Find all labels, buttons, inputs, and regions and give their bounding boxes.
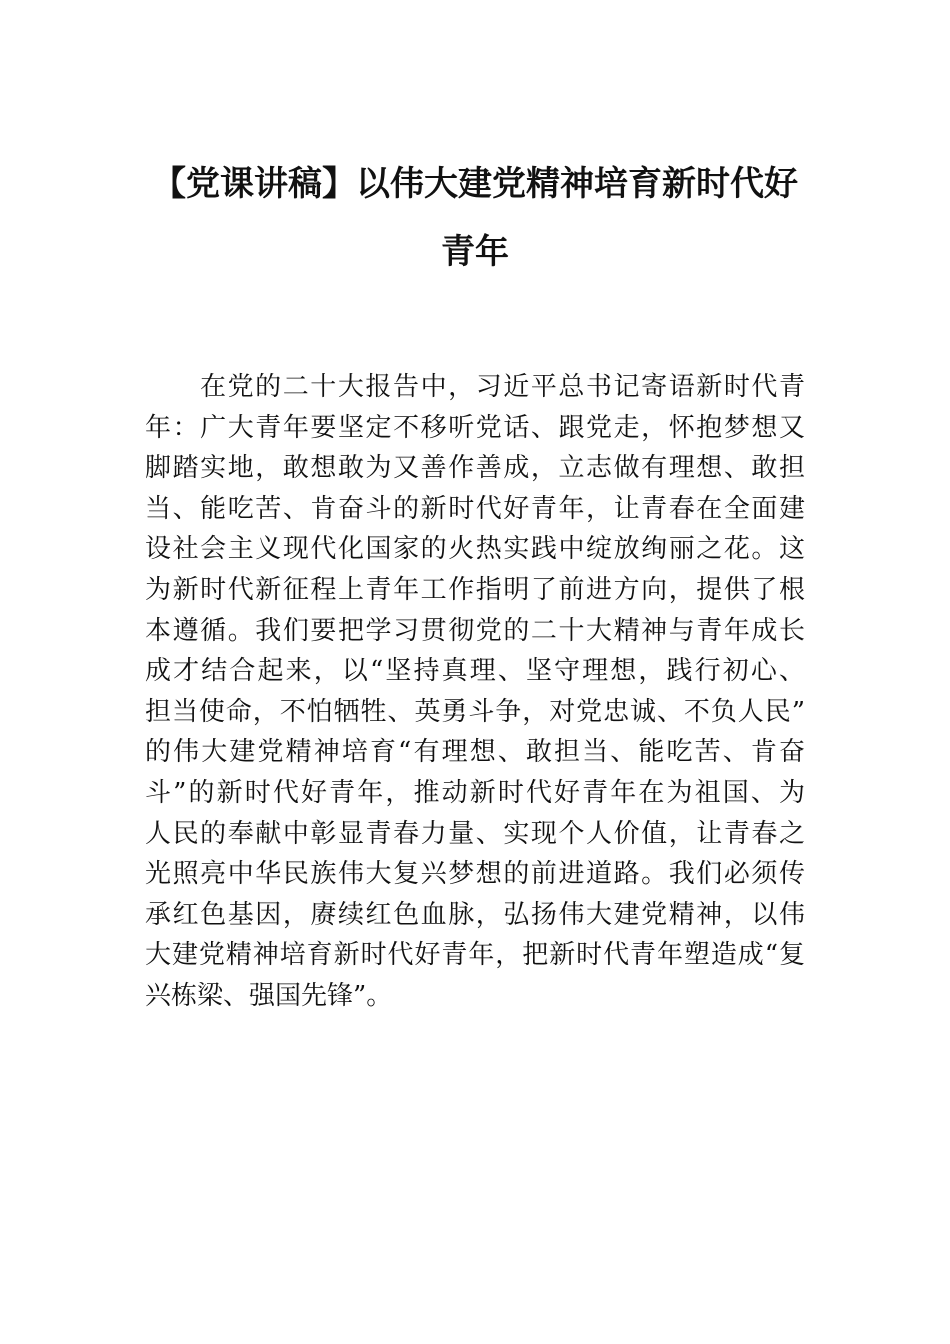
paragraph-line: 的伟大建党精神培育“有理想、敢担当、能吃苦、肯奋: [145, 737, 805, 768]
paragraph-line: 承红色基因，赓续红色血脉，弘扬伟大建党精神，以伟: [145, 899, 805, 930]
paragraph-line: 人民的奉献中彰显青春力量、实现个人价值，让青春之: [145, 818, 805, 849]
title-line-1: 【党课讲稿】以伟大建党精神培育新时代好: [152, 164, 798, 204]
document-title: [120, 150, 830, 286]
paragraph-line: 在党的二十大报告中，习近平总书记寄语新时代青: [200, 372, 805, 402]
paragraph-line: 本遵循。我们要把学习贯彻党的二十大精神与青年成长: [145, 615, 805, 646]
paragraph-line: 光照亮中华民族伟大复兴梦想的前进道路。我们必须传: [145, 859, 805, 890]
paragraph-line: 为新时代新征程上青年工作指明了前进方向，提供了根: [145, 574, 805, 605]
paragraph-line: 斗”的新时代好青年，推动新时代好青年在为祖国、为: [145, 777, 805, 808]
paragraph-line: 大建党精神培育新时代好青年，把新时代青年塑造成“复: [145, 940, 805, 971]
body-paragraph: [145, 367, 805, 1017]
paragraph-line: 当、能吃苦、肯奋斗的新时代好青年，让青春在全面建: [145, 493, 805, 524]
paragraph-line: 设社会主义现代化国家的火热实践中绽放绚丽之花。这: [145, 534, 805, 565]
paragraph-line: 脚踏实地，敢想敢为又善作善成，立志做有理想、敢担: [145, 453, 805, 484]
paragraph-line: 年：广大青年要坚定不移听党话、跟党走，怀抱梦想又: [145, 412, 805, 443]
paragraph-line: 担当使命，不怕牺牲、英勇斗争，对党忠诚、不负人民”: [145, 696, 805, 727]
paragraph-line: 兴栋梁、强国先锋”。: [145, 980, 393, 1011]
title-line-2: 青年: [441, 232, 509, 272]
paragraph-line: 成才结合起来，以“坚持真理、坚守理想，践行初心、: [145, 656, 805, 687]
